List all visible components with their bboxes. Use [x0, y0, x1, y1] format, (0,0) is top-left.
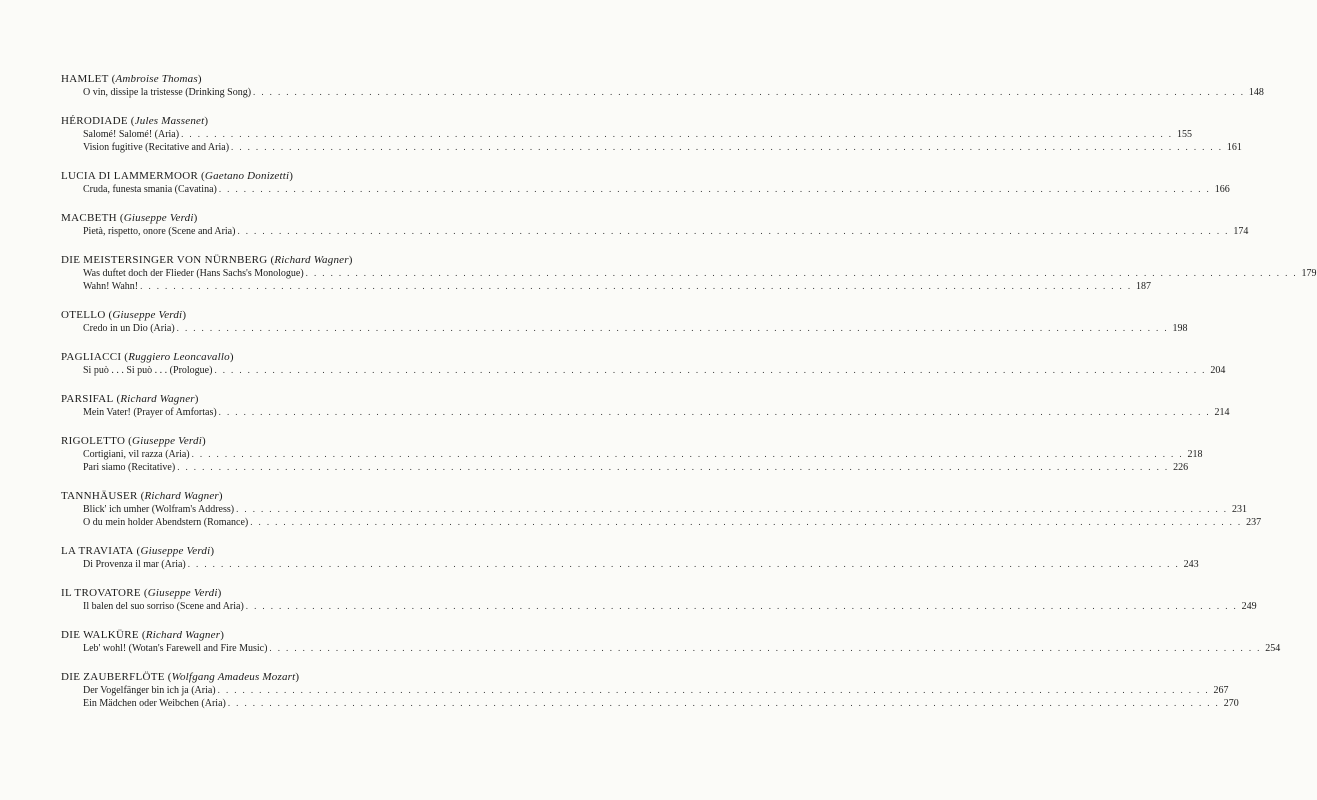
table-of-contents [61, 72, 1317, 725]
dot-leader: . . . . . . . . . . . . . . . . . . . . . . . . . . . . . . . . . . . . . . . . . . . . . . . . . . . . . . . . . . . . . . . . . . . . . . . . . . . . . . . . . . . . . . . . . . . . . . . . . . . . . . . . . . . . . . . . . . . . . . . . [236, 504, 1228, 514]
toc-entry [61, 141, 1242, 154]
opera-heading: PAGLIACCI (Ruggiero Leoncavallo) [61, 351, 234, 363]
entry-title: Was duftet doch der Flieder (Hans Sachs's Monologue) [83, 268, 304, 279]
opera-section [61, 489, 1262, 529]
toc-entry [61, 128, 1192, 141]
composer-name: Jules Massenet [134, 115, 205, 127]
opera-title: LUCIA DI LAMMERMOOR [61, 170, 199, 182]
opera-section [61, 211, 1249, 238]
opera-title: HAMLET [61, 73, 109, 85]
composer-name: Giuseppe Verdi [147, 587, 218, 599]
opera-title: TANNHÄUSER [61, 490, 138, 502]
dot-leader: . . . . . . . . . . . . . . . . . . . . . . . . . . . . . . . . . . . . . . . . . . . . . . . . . . . . . . . . . . . . . . . . . . . . . . . . . . . . . . . . . . . . . . . . . . . . . . . . . . . . . . . . . . . . . . . . . . . . . . . . [218, 407, 1211, 417]
opera-section [61, 72, 1264, 99]
entry-title: Blick' ich umher (Wolfram's Address) [83, 504, 235, 515]
opera-heading: HÉRODIADE (Jules Massenet) [61, 115, 209, 127]
page-number: 243 [1183, 559, 1199, 570]
opera-title: PARSIFAL [61, 393, 114, 405]
dot-leader: . . . . . . . . . . . . . . . . . . . . . . . . . . . . . . . . . . . . . . . . . . . . . . . . . . . . . . . . . . . . . . . . . . . . . . . . . . . . . . . . . . . . . . . . . . . . . . . . . . . . . . . . . . . . . . . . . . . . . . . . [305, 268, 1298, 278]
composer-name: Richard Wagner [274, 254, 349, 266]
opera-title: PAGLIACCI [61, 351, 122, 363]
dot-leader: . . . . . . . . . . . . . . . . . . . . . . . . . . . . . . . . . . . . . . . . . . . . . . . . . . . . . . . . . . . . . . . . . . . . . . . . . . . . . . . . . . . . . . . . . . . . . . . . . . . . . . . . . . . . . . . . . . . . . . . . [237, 226, 1230, 236]
page-number: 161 [1226, 142, 1242, 153]
dot-leader: . . . . . . . . . . . . . . . . . . . . . . . . . . . . . . . . . . . . . . . . . . . . . . . . . . . . . . . . . . . . . . . . . . . . . . . . . . . . . . . . . . . . . . . . . . . . . . . . . . . . . . . . . . . . . . . . . . . . . . . . [227, 698, 1220, 708]
entry-title: O vin, dissipe la tristesse (Drinking Song) [83, 87, 252, 98]
page-number: 218 [1187, 449, 1203, 460]
toc-entry [61, 183, 1230, 196]
entry-title: Cruda, funesta smania (Cavatina) [83, 184, 217, 195]
entry-title: Credo in un Dio (Aria) [83, 323, 175, 334]
dot-leader: . . . . . . . . . . . . . . . . . . . . . . . . . . . . . . . . . . . . . . . . . . . . . . . . . . . . . . . . . . . . . . . . . . . . . . . . . . . . . . . . . . . . . . . . . . . . . . . . . . . . . . . . . . . . . . . . . . . . . . . . [218, 184, 1211, 194]
entry-title: Si può . . . Si può . . . (Prologue) [83, 365, 213, 376]
toc-entry [61, 503, 1247, 516]
page-number: 174 [1233, 226, 1249, 237]
dot-leader: . . . . . . . . . . . . . . . . . . . . . . . . . . . . . . . . . . . . . . . . . . . . . . . . . . . . . . . . . . . . . . . . . . . . . . . . . . . . . . . . . . . . . . . . . . . . . . . . . . . . . . . . . . . . . . . . . . . . . . . . [187, 559, 1180, 569]
page-number: 267 [1213, 685, 1229, 696]
opera-heading: PARSIFAL (Richard Wagner) [61, 393, 199, 405]
dot-leader: . . . . . . . . . . . . . . . . . . . . . . . . . . . . . . . . . . . . . . . . . . . . . . . . . . . . . . . . . . . . . . . . . . . . . . . . . . . . . . . . . . . . . . . . . . . . . . . . . . . . . . . . . . . . . . . . . . . . . . . . [181, 129, 1173, 139]
toc-entry [61, 267, 1317, 280]
toc-entry [61, 642, 1281, 655]
opera-section [61, 350, 1226, 377]
opera-heading: TANNHÄUSER (Richard Wagner) [61, 490, 223, 502]
opera-heading: DIE ZAUBERFLÖTE (Wolfgang Amadeus Mozart) [61, 671, 300, 683]
opera-heading: HAMLET (Ambroise Thomas) [61, 73, 202, 85]
page-number: 231 [1231, 504, 1247, 515]
composer-name: Ruggiero Leoncavallo [128, 351, 230, 363]
entry-title: Mein Vater! (Prayer of Amfortas) [83, 407, 217, 418]
toc-entry [61, 225, 1249, 238]
opera-section [61, 670, 1239, 710]
toc-entry [61, 558, 1199, 571]
toc-entry [61, 461, 1189, 474]
entry-title: Vision fugitive (Recitative and Aria) [83, 142, 230, 153]
page-number: 148 [1248, 87, 1264, 98]
opera-title: DIE MEISTERSINGER VON NÜRNBERG [61, 254, 268, 266]
opera-section [61, 544, 1199, 571]
toc-entry [61, 448, 1203, 461]
entry-title: Wahn! Wahn! [83, 281, 139, 292]
dot-leader: . . . . . . . . . . . . . . . . . . . . . . . . . . . . . . . . . . . . . . . . . . . . . . . . . . . . . . . . . . . . . . . . . . . . . . . . . . . . . . . . . . . . . . . . . . . . . . . . . . . . . . . . . . . . . . . . . . . . . . . . [140, 281, 1132, 291]
opera-heading: IL TROVATORE (Giuseppe Verdi) [61, 587, 222, 599]
dot-leader: . . . . . . . . . . . . . . . . . . . . . . . . . . . . . . . . . . . . . . . . . . . . . . . . . . . . . . . . . . . . . . . . . . . . . . . . . . . . . . . . . . . . . . . . . . . . . . . . . . . . . . . . . . . . . . . . . . . . . . . . [269, 643, 1262, 653]
dot-leader: . . . . . . . . . . . . . . . . . . . . . . . . . . . . . . . . . . . . . . . . . . . . . . . . . . . . . . . . . . . . . . . . . . . . . . . . . . . . . . . . . . . . . . . . . . . . . . . . . . . . . . . . . . . . . . . . . . . . . . . . [231, 142, 1223, 152]
opera-heading: MACBETH (Giuseppe Verdi) [61, 212, 198, 224]
toc-entry [61, 684, 1229, 697]
entry-title: Di Provenza il mar (Aria) [83, 559, 186, 570]
page-number: 166 [1214, 184, 1230, 195]
toc-entry [61, 280, 1151, 293]
dot-leader: . . . . . . . . . . . . . . . . . . . . . . . . . . . . . . . . . . . . . . . . . . . . . . . . . . . . . . . . . . . . . . . . . . . . . . . . . . . . . . . . . . . . . . . . . . . . . . . . . . . . . . . . . . . . . . . . . . . . . . . . [191, 449, 1184, 459]
page-number: 179 [1301, 268, 1317, 279]
opera-section [61, 392, 1230, 419]
toc-entry [61, 406, 1230, 419]
toc-entry [61, 86, 1264, 99]
composer-name: Richard Wagner [144, 490, 219, 502]
entry-title: Pari siamo (Recitative) [83, 462, 176, 473]
opera-section [61, 434, 1203, 474]
dot-leader: . . . . . . . . . . . . . . . . . . . . . . . . . . . . . . . . . . . . . . . . . . . . . . . . . . . . . . . . . . . . . . . . . . . . . . . . . . . . . . . . . . . . . . . . . . . . . . . . . . . . . . . . . . . . . . . . . . . . . . . . [245, 601, 1238, 611]
entry-title: Der Vogelfänger bin ich ja (Aria) [83, 685, 216, 696]
entry-title: Salomé! Salomé! (Aria) [83, 129, 180, 140]
opera-title: OTELLO [61, 309, 106, 321]
opera-section [61, 253, 1317, 293]
toc-entry [61, 697, 1239, 710]
opera-section [61, 628, 1281, 655]
opera-section [61, 586, 1257, 613]
entry-title: Leb' wohl! (Wotan's Farewell and Fire Music) [83, 643, 268, 654]
opera-section [61, 114, 1242, 154]
opera-section [61, 169, 1230, 196]
opera-title: IL TROVATORE [61, 587, 141, 599]
entry-title: O du mein holder Abendstern (Romance) [83, 517, 249, 528]
opera-heading: LA TRAVIATA (Giuseppe Verdi) [61, 545, 215, 557]
entry-title: Pietà, rispetto, onore (Scene and Aria) [83, 226, 236, 237]
entry-title: Il balen del suo sorriso (Scene and Aria) [83, 601, 244, 612]
page-number: 214 [1214, 407, 1230, 418]
opera-title: RIGOLETTO [61, 435, 126, 447]
dot-leader: . . . . . . . . . . . . . . . . . . . . . . . . . . . . . . . . . . . . . . . . . . . . . . . . . . . . . . . . . . . . . . . . . . . . . . . . . . . . . . . . . . . . . . . . . . . . . . . . . . . . . . . . . . . . . . . . . . . . . . . . [176, 323, 1169, 333]
toc-entry [61, 516, 1262, 529]
toc-entry [61, 322, 1188, 335]
dot-leader: . . . . . . . . . . . . . . . . . . . . . . . . . . . . . . . . . . . . . . . . . . . . . . . . . . . . . . . . . . . . . . . . . . . . . . . . . . . . . . . . . . . . . . . . . . . . . . . . . . . . . . . . . . . . . . . . . . . . . . . . [214, 365, 1207, 375]
entry-title: Cortigiani, vil razza (Aria) [83, 449, 190, 460]
opera-heading: OTELLO (Giuseppe Verdi) [61, 309, 187, 321]
page-number: 198 [1172, 323, 1188, 334]
dot-leader: . . . . . . . . . . . . . . . . . . . . . . . . . . . . . . . . . . . . . . . . . . . . . . . . . . . . . . . . . . . . . . . . . . . . . . . . . . . . . . . . . . . . . . . . . . . . . . . . . . . . . . . . . . . . . . . . . . . . . . . . [177, 462, 1170, 472]
page-number: 254 [1265, 643, 1281, 654]
opera-heading: RIGOLETTO (Giuseppe Verdi) [61, 435, 206, 447]
composer-name: Giuseppe Verdi [140, 545, 211, 557]
dot-leader: . . . . . . . . . . . . . . . . . . . . . . . . . . . . . . . . . . . . . . . . . . . . . . . . . . . . . . . . . . . . . . . . . . . . . . . . . . . . . . . . . . . . . . . . . . . . . . . . . . . . . . . . . . . . . . . . . . . . . . . . [250, 517, 1243, 527]
toc-entry [61, 364, 1226, 377]
composer-name: Giuseppe Verdi [132, 435, 202, 447]
composer-name: Giuseppe Verdi [123, 212, 194, 224]
opera-title: LA TRAVIATA [61, 545, 134, 557]
opera-heading: DIE WALKÜRE (Richard Wagner) [61, 629, 225, 641]
opera-heading: LUCIA DI LAMMERMOOR (Gaetano Donizetti) [61, 170, 294, 182]
page-number: 204 [1210, 365, 1226, 376]
opera-title: MACBETH [61, 212, 117, 224]
dot-leader: . . . . . . . . . . . . . . . . . . . . . . . . . . . . . . . . . . . . . . . . . . . . . . . . . . . . . . . . . . . . . . . . . . . . . . . . . . . . . . . . . . . . . . . . . . . . . . . . . . . . . . . . . . . . . . . . . . . . . . . . [217, 685, 1210, 695]
composer-name: Gaetano Donizetti [204, 170, 290, 182]
composer-name: Ambroise Thomas [115, 73, 198, 85]
page-number: 249 [1241, 601, 1257, 612]
dot-leader: . . . . . . . . . . . . . . . . . . . . . . . . . . . . . . . . . . . . . . . . . . . . . . . . . . . . . . . . . . . . . . . . . . . . . . . . . . . . . . . . . . . . . . . . . . . . . . . . . . . . . . . . . . . . . . . . . . . . . . . . [253, 87, 1245, 97]
opera-title: DIE WALKÜRE [61, 629, 139, 641]
page-number: 155 [1176, 129, 1192, 140]
composer-name: Wolfgang Amadeus Mozart [171, 671, 296, 683]
opera-title: DIE ZAUBERFLÖTE [61, 671, 165, 683]
toc-entry [61, 600, 1257, 613]
page-number: 237 [1246, 517, 1262, 528]
page-number: 270 [1223, 698, 1239, 709]
composer-name: Giuseppe Verdi [112, 309, 183, 321]
entry-title: Ein Mädchen oder Weibchen (Aria) [83, 698, 226, 709]
composer-name: Richard Wagner [145, 629, 221, 641]
page-number: 226 [1173, 462, 1189, 473]
composer-name: Richard Wagner [120, 393, 195, 405]
opera-section [61, 308, 1188, 335]
opera-heading: DIE MEISTERSINGER VON NÜRNBERG (Richard Wagner) [61, 254, 353, 266]
page-number: 187 [1136, 281, 1151, 292]
opera-title: HÉRODIADE [61, 115, 128, 127]
